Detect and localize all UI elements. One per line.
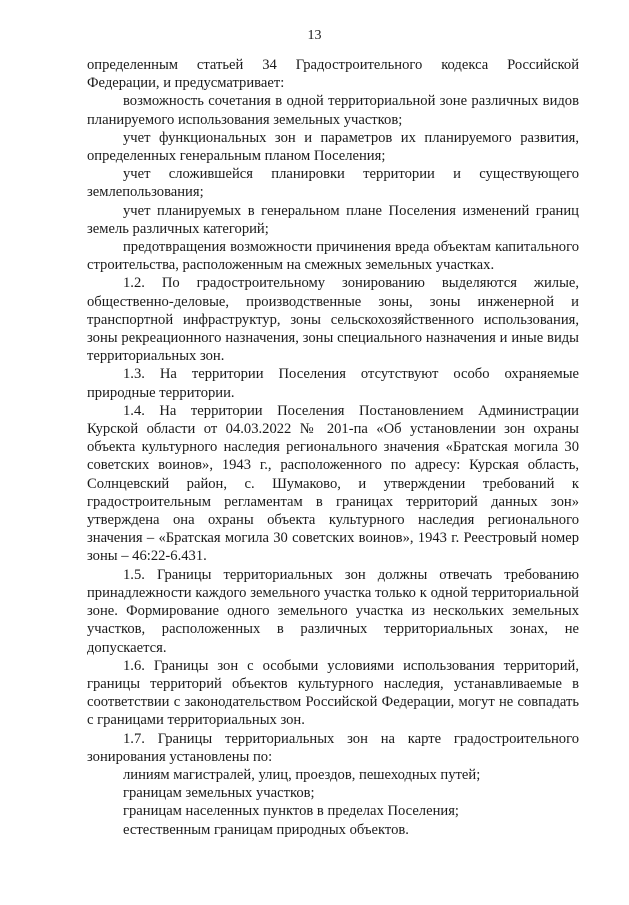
paragraph: 1.5. Границы территориальных зон должны отвечать требованию принадлежности каждого земельного участка только к одной территориальной зоне. Формирование одного земельного участка из нескольких земельных участков, расположенных в различных территориальных зонах, не допускается.	[87, 566, 579, 656]
paragraph: определенным статьей 34 Градостроительного кодекса Российской Федерации, и предусматривает:	[87, 57, 579, 92]
paragraph: учет функциональных зон и параметров их планируемого развития, определенных генеральным планом Поселения;	[87, 129, 579, 165]
paragraph: границам земельных участков;	[123, 785, 315, 802]
paragraph: границам населенных пунктов в пределах Поселения;	[123, 803, 459, 820]
paragraph: 1.7. Границы территориальных зон на карте градостроительного зонирования установлены по:	[87, 730, 579, 765]
paragraph: 1.3. На территории Поселения отсутствуют особо охраняемые природные территории.	[87, 366, 579, 401]
paragraph: учет сложившейся планировки территории и существующего землепользования;	[87, 166, 579, 201]
paragraph: 1.2. По градостроительному зонированию выделяются жилые, общественно-деловые, производственные зоны, зоны инженерной и транспортной инфраструктур, зоны сельскохозяйственного использования, зоны рекреационного назначения, зоны специального назначения и иные виды территориальных зон.	[87, 275, 579, 365]
paragraph: линиям магистралей, улиц, проездов, пешеходных путей;	[123, 766, 481, 783]
paragraph: предотвращения возможности причинения вреда объектам капитального строительства, расположенным на смежных земельных участках.	[87, 239, 579, 274]
paragraph: 1.4. На территории Поселения Постановлением Администрации Курской области от 04.03.2022 № 201-па «Об установлении зон охраны объекта культурного наследия регионального значения «Братская могила 30 советских воинов», 1943 г., расположенного по адресу: Курская область, Солнцевский район, с. Шумаково, и утверждении требований к градостроительным регламентам в границах территорий данных зон» утверждена она охраны объекта культурного наследия регионального значения – «Братская могила 30 советских воинов», 1943 г. Реестровый номер зоны – 46:22-6.431.	[87, 402, 579, 565]
paragraph: учет планируемых в генеральном плане Поселения изменений границ земель различных категорий;	[87, 202, 579, 237]
paragraph: естественным границам природных объектов.	[123, 821, 409, 838]
document-body	[87, 56, 579, 839]
paragraph: 1.6. Границы зон с особыми условиями использования территорий, границы территорий объектов культурного наследия, устанавливаемые в соответствии с законодательством Российской Федерации, могут не совпадать с границами территориальных зон.	[87, 657, 579, 729]
page-number: 13	[307, 28, 322, 43]
paragraph: возможность сочетания в одной территориальной зоне различных видов планируемого использования земельных участков;	[87, 93, 579, 128]
